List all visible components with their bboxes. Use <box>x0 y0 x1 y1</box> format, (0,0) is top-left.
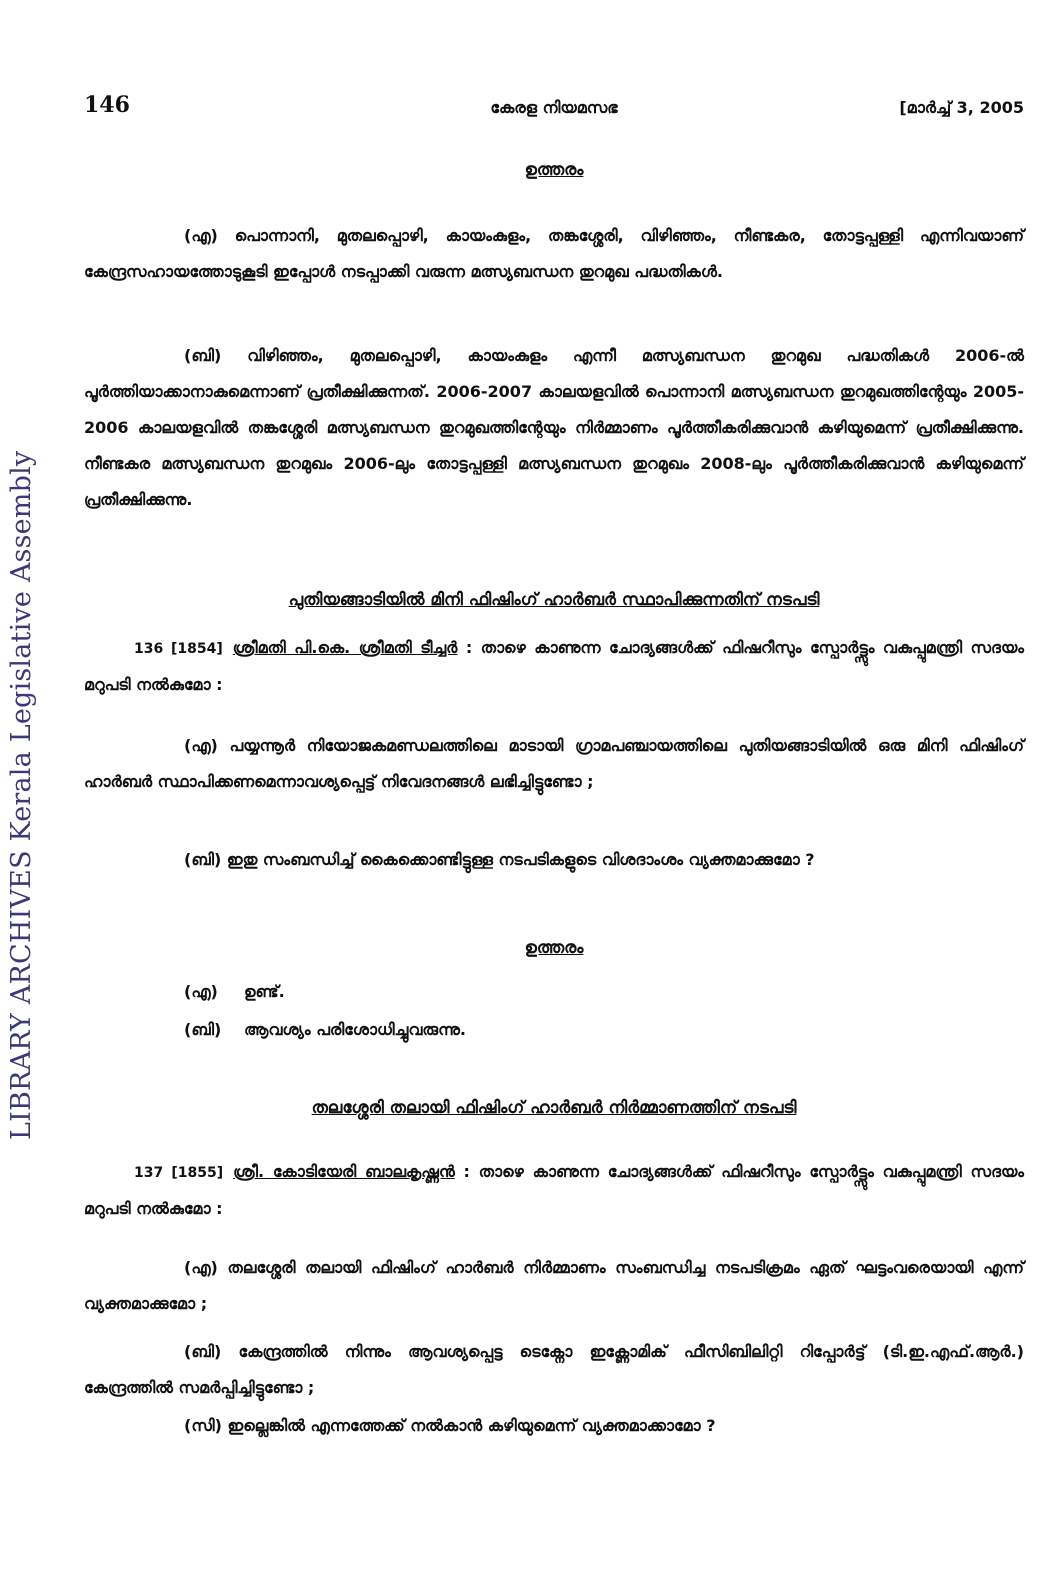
answer-136-a <box>84 974 1024 1010</box>
answer-b-mark: (ബി) <box>184 1020 222 1039</box>
answer-heading-136: ഉത്തരം <box>524 938 584 958</box>
question-137-a: (എ) തലശ്ശേരി തലായി ഫിഷിംഗ് ഹാർബർ നിർമ്മാണം സംബന്ധിച്ച നടപടിക്രമം ഏത് ഘട്ടംവരെയായി എന്ന് വ്യക്തമാക്കുമോ ; <box>84 1258 1024 1313</box>
question-136 <box>84 630 1024 703</box>
answer-a-mark: (എ) <box>184 982 218 1001</box>
answer-136-b <box>84 1012 1024 1048</box>
section-heading-puthiyangadi: പുതിയങ്ങാടിയിൽ മിനി ഫിഷിംഗ് ഹാർബർ സ്ഥാപിക്കുന്നതിന് നടപടി <box>288 590 820 610</box>
answer-a-text: ഉണ്ട്. <box>244 982 285 1001</box>
section-heading-thalassery: തലശ്ശേരി തലായി ഫിഷിംഗ് ഹാർബർ നിർമ്മാണത്തിന് നടപടി <box>311 1098 797 1118</box>
question-136-a: (എ) പയ്യന്നൂർ നിയോജകമണ്ഡലത്തിലെ മാടായി ഗ്രാമപഞ്ചായത്തിലെ പുതിയങ്ങാടിയിൽ ഒരു മിനി ഫിഷിംഗ് ഹാർബർ സ്ഥാപിക്കണമെന്നാവശ്യപ്പെട്ട് നിവേദനങ്ങൾ ലഭിച്ചിട്ടുണ്ടോ ; <box>84 736 1024 791</box>
question-137-b: (ബി) കേന്ദ്രത്തിൽ നിന്നും ആവശ്യപ്പെട്ട ടെക്നോ ഇക്ണോമിക് ഫീസിബിലിറ്റി റിപ്പോർട്ട് (ടി.ഇ.എഫ്.ആർ.) കേന്ദ്രത്തിൽ സമർപ്പിച്ചിട്ടുണ്ടോ ; <box>84 1342 1024 1397</box>
question-intro: : താഴെ കാണുന്ന ചോദ്യങ്ങൾക്ക് ഫിഷറീസും സ്പോർട്ട്സും വകുപ്പുമന്ത്രി സദയം മറുപടി നൽകുമോ : <box>84 1162 1025 1218</box>
header-date: [മാർച്ച് 3, 2005 <box>899 98 1024 117</box>
header-title: കേരള നിയമസഭ <box>490 98 618 117</box>
answer-a: (എ) പൊന്നാനി, മുതലപ്പൊഴി, കായംകുളം, തങ്കശ്ശേരി, വിഴിഞ്ഞം, നീണ്ടകര, തോട്ടപ്പള്ളി എന്നിവയാണ് കേന്ദ്രസഹായത്തോടുകൂടി ഇപ്പോൾ നടപ്പാക്കി വരുന്ന മത്സ്യബന്ധന തുറമുഖ പദ്ധതികൾ. <box>84 226 1024 281</box>
page-number: 146 <box>84 92 130 118</box>
page-header <box>84 92 1024 126</box>
answer-b-text: ആവശ്യം പരിശോധിച്ചുവരുന്നു. <box>244 1020 466 1039</box>
answer-heading: ഉത്തരം <box>524 160 584 180</box>
archive-watermark: LIBRARY ARCHIVES Kerala Legislative Assembly <box>6 450 37 1140</box>
question-136-b: (ബി) ഇതു സംബന്ധിച്ച് കൈക്കൊണ്ടിട്ടുള്ള നടപടികളുടെ വിശദാംശം വ്യക്തമാക്കുമോ ? <box>184 850 815 869</box>
answer-b: (ബി) വിഴിഞ്ഞം, മുതലപ്പൊഴി, കായംകുളം എന്നീ മത്സ്യബന്ധന തുറമുഖ പദ്ധതികൾ 2006-ൽ പൂർത്തിയാക്കാനാകുമെന്നാണ് പ്രതീക്ഷിക്കുന്നത്. 2006-2007 കാലയളവിൽ പൊന്നാനി മത്സ്യബന്ധന തുറമുഖത്തിന്റേയും 2005-2006 കാലയളവിൽ തങ്കശ്ശേരി മത്സ്യബന്ധന തുറമുഖത്തിന്റേയും നിർമ്മാണം പൂർത്തീകരിക്കുവാൻ കഴിയുമെന്ന് പ്രതീക്ഷിക്കുന്നു. നീണ്ടകര മത്സ്യബന്ധന തുറമുഖം 2006-ലും തോട്ടപ്പള്ളി മത്സ്യബന്ധന തുറമുഖം 2008-ലും പൂർത്തീകരിക്കുവാൻ കഴിയുമെന്ന് പ്രതീക്ഷിക്കുന്നു. <box>84 346 1024 509</box>
question-number: 136 [1854] <box>134 641 223 657</box>
question-intro: : താഴെ കാണുന്ന ചോദ്യങ്ങൾക്ക് ഫിഷറീസും സ്പോർട്ട്സും വകുപ്പുമന്ത്രി സദയം മറുപടി നൽകുമോ : <box>84 638 1025 694</box>
question-137 <box>84 1154 1024 1227</box>
question-number: 137 [1855] <box>134 1165 224 1181</box>
member-name: ശ്രീ. കോടിയേരി ബാലകൃഷ്ണൻ <box>233 1162 455 1181</box>
question-137-c: (സി) ഇല്ലെങ്കിൽ എന്നത്തേക്ക് നൽകാൻ കഴിയുമെന്ന് വ്യക്തമാക്കാമോ ? <box>184 1416 716 1435</box>
member-name: ശ്രീമതി പി.കെ. ശ്രീമതി ടീച്ചർ <box>232 638 458 657</box>
